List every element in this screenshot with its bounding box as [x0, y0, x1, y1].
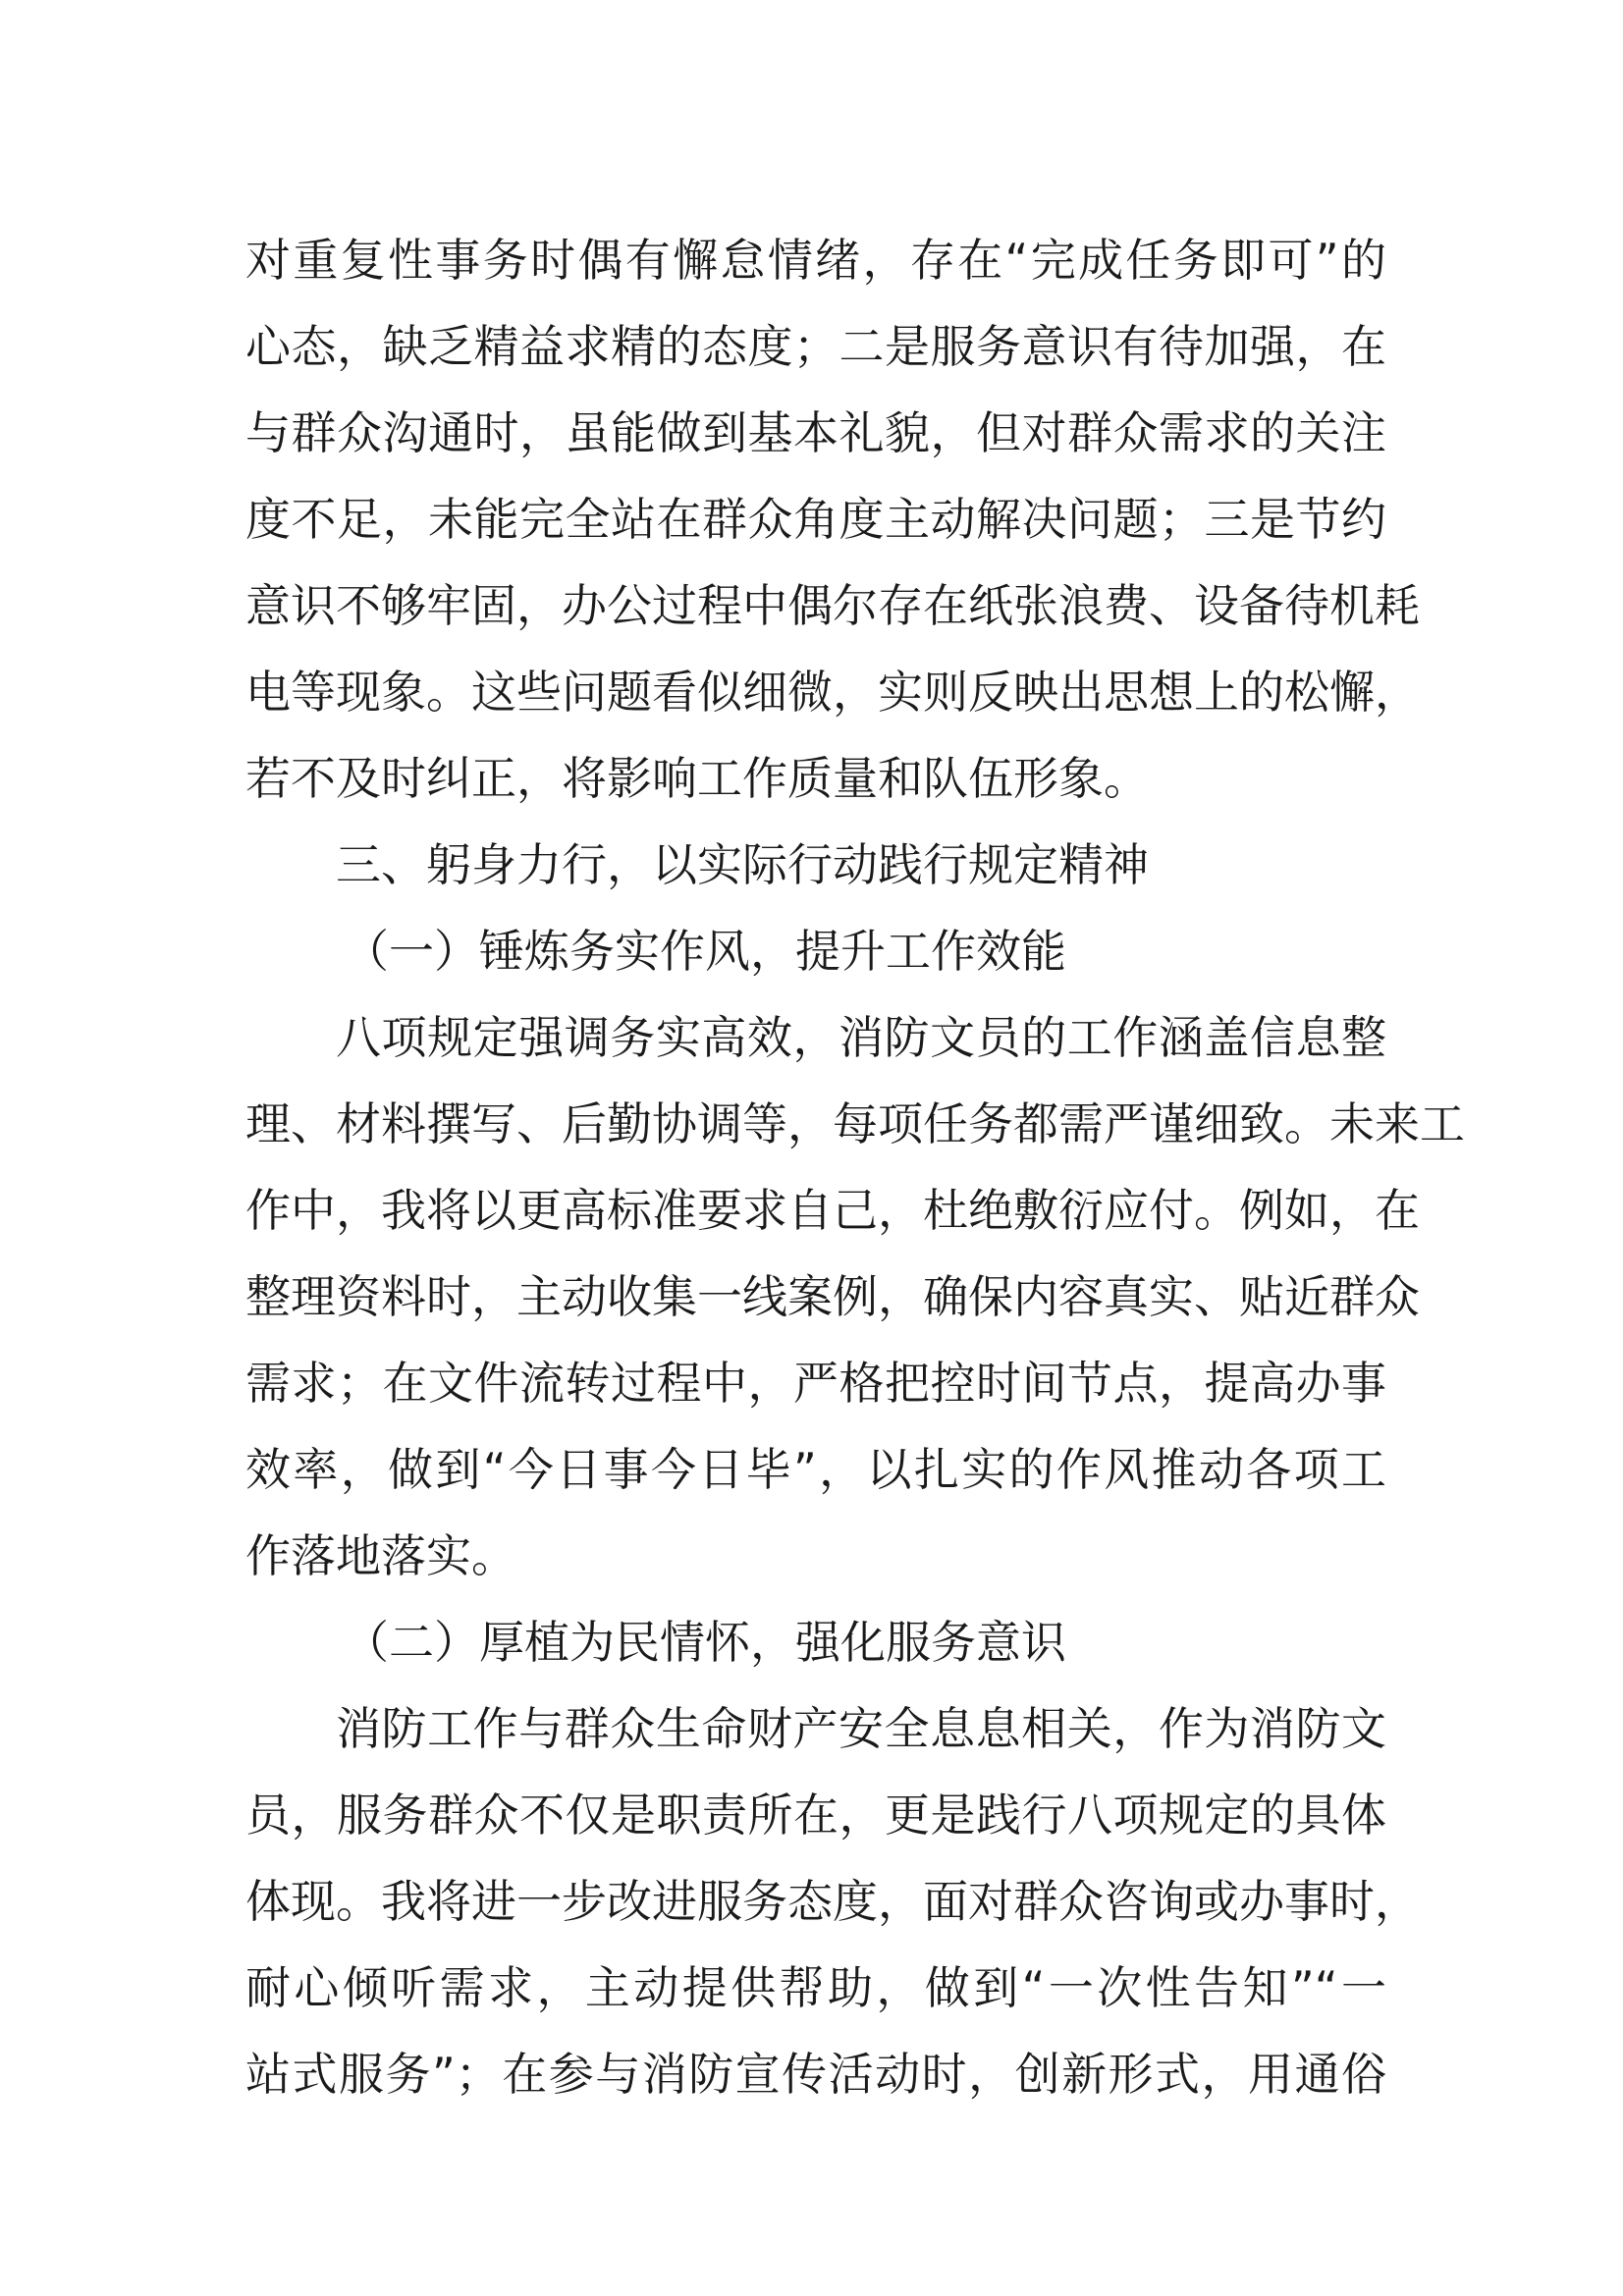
text-line: 对重复性事务时偶有懈怠情绪，存在“完成任务即可”的 [245, 234, 1386, 287]
text-line: 理、材料撰写、后勤协调等，每项任务都需严谨细致。未来工 [245, 1097, 1465, 1150]
section-heading: 三、躬身力行，以实际行动践行规定精神 [336, 838, 1149, 891]
text-line: 整理资料时，主动收集一线案例，确保内容真实、贴近群众 [245, 1270, 1420, 1323]
text-line: 站式服务”；在参与消防宣传活动时，创新形式，用通俗 [245, 2048, 1386, 2101]
text-line: 耐心倾听需求，主动提供帮助，做到“一次性告知”“一 [245, 1961, 1386, 2014]
text-line: 消防工作与群众生命财产安全息息相关，作为消防文 [336, 1702, 1386, 1755]
text-line: 意识不够牢固，办公过程中偶尔存在纸张浪费、设备待机耗 [245, 579, 1420, 632]
text-line: 作落地落实。 [245, 1529, 516, 1582]
text-line: 效率，做到“今日事今日毕”，以扎实的作风推动各项工 [245, 1443, 1386, 1496]
text-line: 作中，我将以更高标准要求自己，杜绝敷衍应付。例如，在 [245, 1184, 1420, 1237]
subsection-heading: （二）厚植为民情怀，强化服务意识 [344, 1616, 1066, 1669]
text-line: 若不及时纠正，将影响工作质量和队伍形象。 [245, 752, 1149, 805]
document-page [245, 0, 1465, 2296]
text-line: 心态，缺乏精益求精的态度；二是服务意识有待加强，在 [245, 320, 1386, 373]
text-line: 需求；在文件流转过程中，严格把控时间节点，提高办事 [245, 1357, 1386, 1410]
text-line: 度不足，未能完全站在群众角度主动解决问题；三是节约 [245, 493, 1386, 546]
text-line: 体现。我将进一步改进服务态度，面对群众咨询或办事时， [245, 1875, 1420, 1928]
text-line: 电等现象。这些问题看似细微，实则反映出思想上的松懈， [245, 666, 1420, 719]
text-line: 与群众沟通时，虽能做到基本礼貌，但对群众需求的关注 [245, 406, 1386, 459]
subsection-heading: （一）锤炼务实作风，提升工作效能 [344, 925, 1066, 978]
text-line: 八项规定强调务实高效，消防文员的工作涵盖信息整 [336, 1011, 1386, 1064]
text-line: 员，服务群众不仅是职责所在，更是践行八项规定的具体 [245, 1789, 1386, 1842]
